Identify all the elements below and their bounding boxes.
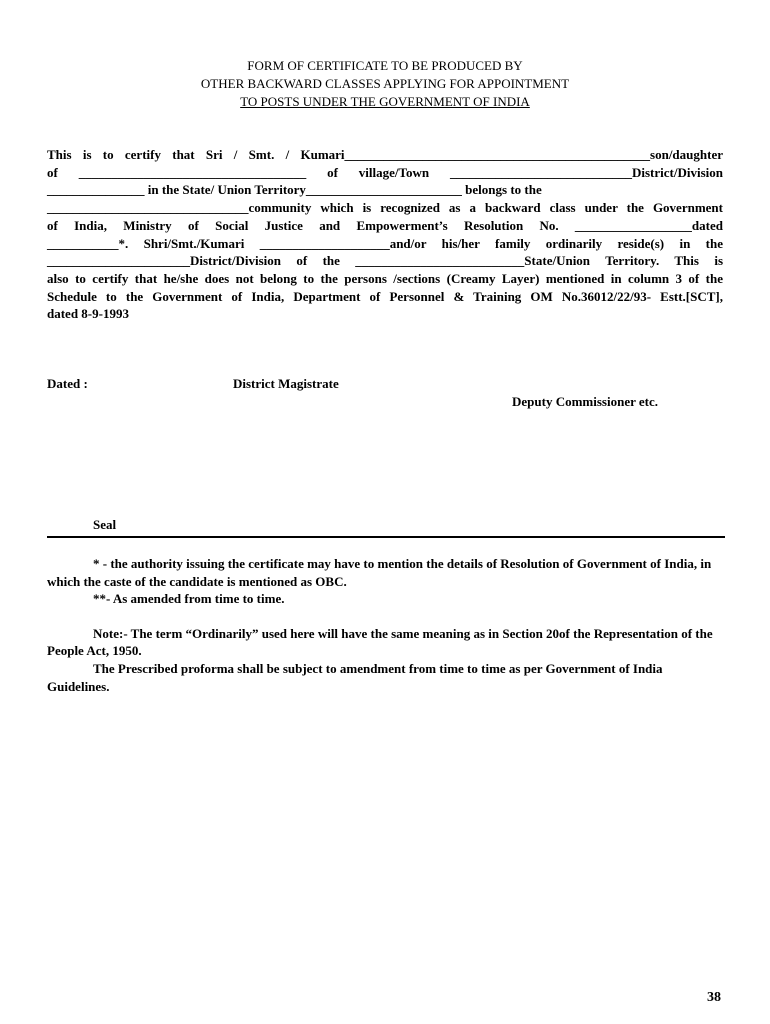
header-line-1: FORM OF CERTIFICATE TO BE PRODUCED BY — [247, 58, 523, 73]
seal-label: Seal — [93, 517, 117, 532]
proforma-note: The Prescribed proforma shall be subject to amendment from time to time as per Government of India Guidelines. — [47, 660, 663, 694]
certificate-line: of ___________________________________ of village/Town ____________________________District/Division — [47, 164, 723, 180]
certificate-line: This is to certify that Sri / Smt. / Kumari_______________________________________________son/daughter — [47, 147, 723, 162]
header-line-2: OTHER BACKWARD CLASSES APPLYING FOR APPOINTMENT — [200, 76, 570, 91]
certificate-line: ______________________District/Division of the __________________________State/Union Territory. This is — [47, 253, 723, 269]
amended-note: **- As amended from time to time. — [93, 591, 285, 607]
certificate-line: _______________ in the State/ Union Territory________________________ belongs to the — [47, 182, 542, 198]
dated-label: Dated : — [47, 376, 88, 391]
ordinarily-note: Note:- The term “Ordinarily” used here will have the same meaning as in Section 20of the Representation of the People Act, 1950. — [47, 625, 713, 659]
authority-note: * - the authority issuing the certificate may have to mention the details of Resolution of Government of India, in which the caste of the candidate is mentioned as OBC. — [47, 556, 712, 589]
certificate-line: dated 8-9-1993 — [47, 306, 129, 322]
certificate-line: also to certify that he/she does not belong to the persons /sections (Creamy Layer) mentioned in column 3 of the — [47, 270, 723, 286]
certificate-body — [47, 146, 723, 323]
deputy-commissioner-label: Deputy Commissioner etc. — [512, 394, 658, 409]
form-header — [0, 57, 770, 111]
certificate-line: of India, Ministry of Social Justice and Empowerment’s Resolution No. __________________dated — [47, 217, 723, 233]
certificate-line: Schedule to the Government of India, Department of Personnel & Training OM No.36012/22/93- Estt.[SCT], — [47, 288, 723, 304]
notes-spacer — [47, 608, 723, 625]
header-line-3: TO POSTS UNDER THE GOVERNMENT OF INDIA — [240, 94, 530, 109]
page-number: 38 — [707, 990, 721, 1005]
district-magistrate-label: District Magistrate — [233, 376, 339, 391]
certificate-line: ___________*. Shri/Smt./Kumari ____________________and/or his/her family ordinarily reside(s) in the — [47, 235, 723, 251]
section-divider — [47, 536, 725, 538]
certificate-line: _______________________________community which is recognized as a backward class under the Government — [47, 200, 723, 216]
notes-section — [47, 555, 723, 695]
